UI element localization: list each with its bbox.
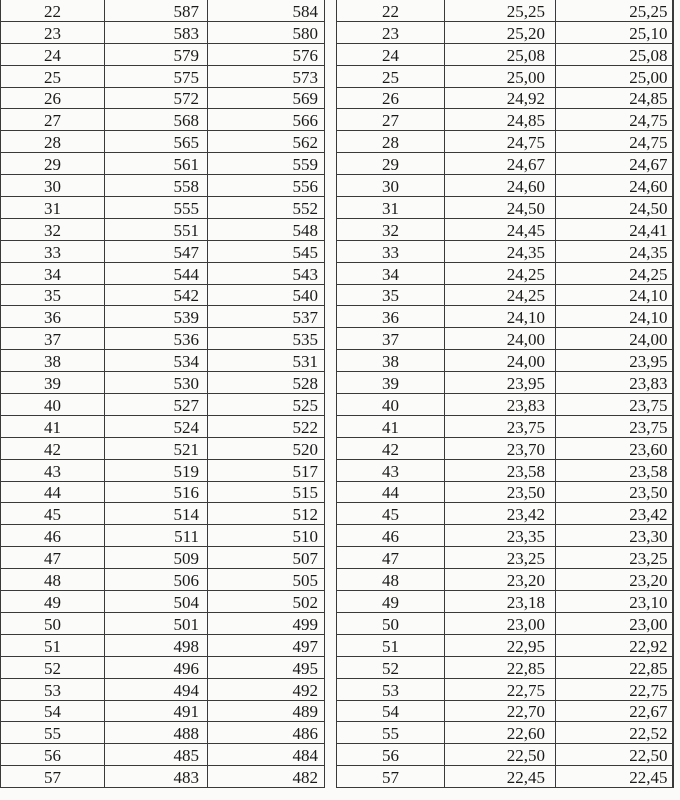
table-row bbox=[1, 131, 325, 153]
table-row bbox=[337, 65, 673, 87]
value-cell: 23,42 bbox=[445, 503, 556, 525]
table-row bbox=[1, 218, 325, 240]
table-row bbox=[1, 372, 325, 394]
table-row bbox=[337, 350, 673, 372]
value-cell: 23,50 bbox=[556, 481, 673, 503]
table-row bbox=[1, 153, 325, 175]
value-cell: 556 bbox=[208, 175, 325, 197]
table-row bbox=[337, 722, 673, 744]
row-index-cell: 54 bbox=[337, 700, 445, 722]
row-index-cell: 57 bbox=[1, 766, 105, 788]
table-row bbox=[1, 21, 325, 43]
value-cell: 24,60 bbox=[556, 175, 673, 197]
table-row bbox=[337, 21, 673, 43]
value-cell: 584 bbox=[208, 0, 325, 21]
row-index-cell: 47 bbox=[1, 547, 105, 569]
row-index-cell: 36 bbox=[1, 306, 105, 328]
row-index-cell: 43 bbox=[1, 459, 105, 481]
row-index-cell: 31 bbox=[337, 197, 445, 219]
value-cell: 494 bbox=[105, 678, 208, 700]
table-row bbox=[1, 766, 325, 788]
row-index-cell: 50 bbox=[337, 612, 445, 634]
table-row bbox=[337, 634, 673, 656]
value-cell: 568 bbox=[105, 109, 208, 131]
value-cell: 534 bbox=[105, 350, 208, 372]
row-index-cell: 42 bbox=[337, 437, 445, 459]
value-cell: 25,20 bbox=[445, 21, 556, 43]
row-index-cell: 40 bbox=[1, 394, 105, 416]
value-cell: 24,50 bbox=[556, 197, 673, 219]
value-cell: 519 bbox=[105, 459, 208, 481]
row-index-cell: 33 bbox=[337, 240, 445, 262]
value-cell: 587 bbox=[105, 0, 208, 21]
value-cell: 23,00 bbox=[556, 612, 673, 634]
value-cell: 24,00 bbox=[556, 328, 673, 350]
value-cell: 569 bbox=[208, 87, 325, 109]
value-cell: 583 bbox=[105, 21, 208, 43]
table-row bbox=[337, 218, 673, 240]
value-cell: 496 bbox=[105, 656, 208, 678]
value-cell: 580 bbox=[208, 21, 325, 43]
row-index-cell: 22 bbox=[1, 0, 105, 21]
value-cell: 530 bbox=[105, 372, 208, 394]
value-cell: 24,85 bbox=[556, 87, 673, 109]
value-cell: 495 bbox=[208, 656, 325, 678]
value-cell: 579 bbox=[105, 43, 208, 65]
value-cell: 24,10 bbox=[445, 306, 556, 328]
right-time-table bbox=[336, 0, 674, 788]
table-row bbox=[1, 328, 325, 350]
row-index-cell: 51 bbox=[337, 634, 445, 656]
row-index-cell: 55 bbox=[1, 722, 105, 744]
row-index-cell: 38 bbox=[337, 350, 445, 372]
table-row bbox=[337, 262, 673, 284]
value-cell: 572 bbox=[105, 87, 208, 109]
value-cell: 25,00 bbox=[445, 65, 556, 87]
row-index-cell: 53 bbox=[337, 678, 445, 700]
value-cell: 543 bbox=[208, 262, 325, 284]
value-cell: 537 bbox=[208, 306, 325, 328]
value-cell: 489 bbox=[208, 700, 325, 722]
table-row bbox=[1, 700, 325, 722]
row-index-cell: 38 bbox=[1, 350, 105, 372]
value-cell: 22,52 bbox=[556, 722, 673, 744]
value-cell: 24,75 bbox=[556, 109, 673, 131]
value-cell: 535 bbox=[208, 328, 325, 350]
table-row bbox=[1, 591, 325, 613]
row-index-cell: 49 bbox=[1, 591, 105, 613]
value-cell: 24,67 bbox=[445, 153, 556, 175]
row-index-cell: 23 bbox=[337, 21, 445, 43]
row-index-cell: 32 bbox=[1, 218, 105, 240]
table-row bbox=[1, 0, 325, 21]
table-row bbox=[1, 306, 325, 328]
value-cell: 527 bbox=[105, 394, 208, 416]
row-index-cell: 44 bbox=[1, 481, 105, 503]
table-row bbox=[337, 306, 673, 328]
table-row bbox=[1, 678, 325, 700]
value-cell: 514 bbox=[105, 503, 208, 525]
table-row bbox=[337, 459, 673, 481]
table-row bbox=[337, 284, 673, 306]
table-row bbox=[1, 437, 325, 459]
table-row bbox=[1, 65, 325, 87]
row-index-cell: 28 bbox=[337, 131, 445, 153]
table-row bbox=[337, 481, 673, 503]
value-cell: 576 bbox=[208, 43, 325, 65]
table-row bbox=[337, 503, 673, 525]
value-cell: 536 bbox=[105, 328, 208, 350]
value-cell: 515 bbox=[208, 481, 325, 503]
value-cell: 539 bbox=[105, 306, 208, 328]
row-index-cell: 28 bbox=[1, 131, 105, 153]
value-cell: 25,10 bbox=[556, 21, 673, 43]
value-cell: 23,18 bbox=[445, 591, 556, 613]
value-cell: 24,35 bbox=[445, 240, 556, 262]
value-cell: 24,41 bbox=[556, 218, 673, 240]
value-cell: 544 bbox=[105, 262, 208, 284]
table-row bbox=[1, 569, 325, 591]
row-index-cell: 44 bbox=[337, 481, 445, 503]
table-row bbox=[1, 547, 325, 569]
value-cell: 24,00 bbox=[445, 328, 556, 350]
value-cell: 22,95 bbox=[445, 634, 556, 656]
row-index-cell: 33 bbox=[1, 240, 105, 262]
row-index-cell: 50 bbox=[1, 612, 105, 634]
value-cell: 22,60 bbox=[445, 722, 556, 744]
value-cell: 565 bbox=[105, 131, 208, 153]
value-cell: 573 bbox=[208, 65, 325, 87]
value-cell: 545 bbox=[208, 240, 325, 262]
value-cell: 485 bbox=[105, 744, 208, 766]
value-cell: 25,08 bbox=[556, 43, 673, 65]
row-index-cell: 42 bbox=[1, 437, 105, 459]
row-index-cell: 32 bbox=[337, 218, 445, 240]
left-score-table bbox=[0, 0, 325, 788]
value-cell: 499 bbox=[208, 612, 325, 634]
table-row bbox=[337, 612, 673, 634]
row-index-cell: 43 bbox=[337, 459, 445, 481]
value-cell: 559 bbox=[208, 153, 325, 175]
value-cell: 506 bbox=[105, 569, 208, 591]
table-row bbox=[1, 262, 325, 284]
value-cell: 482 bbox=[208, 766, 325, 788]
value-cell: 24,00 bbox=[445, 350, 556, 372]
value-cell: 22,75 bbox=[445, 678, 556, 700]
row-index-cell: 52 bbox=[1, 656, 105, 678]
row-index-cell: 25 bbox=[337, 65, 445, 87]
row-index-cell: 34 bbox=[337, 262, 445, 284]
row-index-cell: 54 bbox=[1, 700, 105, 722]
table-row bbox=[337, 394, 673, 416]
table-row bbox=[1, 459, 325, 481]
value-cell: 24,92 bbox=[445, 87, 556, 109]
table-row bbox=[1, 722, 325, 744]
value-cell: 22,70 bbox=[445, 700, 556, 722]
table-row bbox=[1, 612, 325, 634]
table-row bbox=[1, 394, 325, 416]
right-table-body bbox=[337, 0, 673, 788]
table-row bbox=[1, 240, 325, 262]
value-cell: 566 bbox=[208, 109, 325, 131]
value-cell: 486 bbox=[208, 722, 325, 744]
table-row bbox=[1, 525, 325, 547]
value-cell: 540 bbox=[208, 284, 325, 306]
value-cell: 520 bbox=[208, 437, 325, 459]
row-index-cell: 45 bbox=[1, 503, 105, 525]
row-index-cell: 34 bbox=[1, 262, 105, 284]
row-index-cell: 41 bbox=[1, 415, 105, 437]
row-index-cell: 47 bbox=[337, 547, 445, 569]
value-cell: 25,25 bbox=[445, 0, 556, 21]
value-cell: 23,50 bbox=[445, 481, 556, 503]
value-cell: 23,20 bbox=[445, 569, 556, 591]
value-cell: 562 bbox=[208, 131, 325, 153]
value-cell: 24,75 bbox=[556, 131, 673, 153]
value-cell: 504 bbox=[105, 591, 208, 613]
value-cell: 561 bbox=[105, 153, 208, 175]
table-row bbox=[337, 43, 673, 65]
value-cell: 492 bbox=[208, 678, 325, 700]
value-cell: 524 bbox=[105, 415, 208, 437]
value-cell: 23,95 bbox=[556, 350, 673, 372]
row-index-cell: 26 bbox=[1, 87, 105, 109]
table-row bbox=[337, 0, 673, 21]
row-index-cell: 35 bbox=[337, 284, 445, 306]
value-cell: 24,85 bbox=[445, 109, 556, 131]
value-cell: 23,58 bbox=[445, 459, 556, 481]
table-row bbox=[337, 372, 673, 394]
row-index-cell: 51 bbox=[1, 634, 105, 656]
value-cell: 501 bbox=[105, 612, 208, 634]
table-row bbox=[1, 87, 325, 109]
row-index-cell: 35 bbox=[1, 284, 105, 306]
table-row bbox=[1, 656, 325, 678]
value-cell: 575 bbox=[105, 65, 208, 87]
row-index-cell: 46 bbox=[1, 525, 105, 547]
table-row bbox=[337, 591, 673, 613]
row-index-cell: 29 bbox=[337, 153, 445, 175]
row-index-cell: 23 bbox=[1, 21, 105, 43]
value-cell: 22,75 bbox=[556, 678, 673, 700]
table-row bbox=[1, 350, 325, 372]
row-index-cell: 52 bbox=[337, 656, 445, 678]
value-cell: 511 bbox=[105, 525, 208, 547]
table-row bbox=[337, 525, 673, 547]
value-cell: 542 bbox=[105, 284, 208, 306]
value-cell: 24,35 bbox=[556, 240, 673, 262]
value-cell: 507 bbox=[208, 547, 325, 569]
table-row bbox=[1, 503, 325, 525]
value-cell: 23,42 bbox=[556, 503, 673, 525]
value-cell: 23,00 bbox=[445, 612, 556, 634]
row-index-cell: 26 bbox=[337, 87, 445, 109]
value-cell: 23,20 bbox=[556, 569, 673, 591]
value-cell: 522 bbox=[208, 415, 325, 437]
value-cell: 512 bbox=[208, 503, 325, 525]
value-cell: 558 bbox=[105, 175, 208, 197]
row-index-cell: 37 bbox=[337, 328, 445, 350]
table-row bbox=[1, 744, 325, 766]
row-index-cell: 56 bbox=[337, 744, 445, 766]
table-row bbox=[1, 175, 325, 197]
table-row bbox=[337, 700, 673, 722]
value-cell: 23,95 bbox=[445, 372, 556, 394]
table-row bbox=[337, 328, 673, 350]
row-index-cell: 45 bbox=[337, 503, 445, 525]
value-cell: 23,83 bbox=[445, 394, 556, 416]
table-row bbox=[337, 656, 673, 678]
row-index-cell: 24 bbox=[337, 43, 445, 65]
value-cell: 497 bbox=[208, 634, 325, 656]
row-index-cell: 27 bbox=[337, 109, 445, 131]
row-index-cell: 22 bbox=[337, 0, 445, 21]
value-cell: 517 bbox=[208, 459, 325, 481]
value-cell: 23,25 bbox=[556, 547, 673, 569]
row-index-cell: 25 bbox=[1, 65, 105, 87]
table-row bbox=[337, 744, 673, 766]
value-cell: 24,75 bbox=[445, 131, 556, 153]
value-cell: 528 bbox=[208, 372, 325, 394]
value-cell: 24,45 bbox=[445, 218, 556, 240]
table-row bbox=[1, 43, 325, 65]
row-index-cell: 48 bbox=[337, 569, 445, 591]
value-cell: 23,83 bbox=[556, 372, 673, 394]
value-cell: 23,30 bbox=[556, 525, 673, 547]
value-cell: 548 bbox=[208, 218, 325, 240]
value-cell: 531 bbox=[208, 350, 325, 372]
table-row bbox=[1, 284, 325, 306]
row-index-cell: 48 bbox=[1, 569, 105, 591]
value-cell: 24,50 bbox=[445, 197, 556, 219]
row-index-cell: 37 bbox=[1, 328, 105, 350]
row-index-cell: 56 bbox=[1, 744, 105, 766]
value-cell: 488 bbox=[105, 722, 208, 744]
table-row bbox=[337, 437, 673, 459]
table-row bbox=[337, 197, 673, 219]
value-cell: 24,25 bbox=[556, 262, 673, 284]
value-cell: 22,50 bbox=[556, 744, 673, 766]
value-cell: 23,60 bbox=[556, 437, 673, 459]
value-cell: 491 bbox=[105, 700, 208, 722]
left-table-body bbox=[1, 0, 325, 788]
row-index-cell: 49 bbox=[337, 591, 445, 613]
table-row bbox=[337, 415, 673, 437]
row-index-cell: 55 bbox=[337, 722, 445, 744]
value-cell: 23,10 bbox=[556, 591, 673, 613]
row-index-cell: 40 bbox=[337, 394, 445, 416]
value-cell: 22,85 bbox=[556, 656, 673, 678]
row-index-cell: 57 bbox=[337, 766, 445, 788]
value-cell: 502 bbox=[208, 591, 325, 613]
value-cell: 23,70 bbox=[445, 437, 556, 459]
table-row bbox=[337, 678, 673, 700]
value-cell: 521 bbox=[105, 437, 208, 459]
row-index-cell: 31 bbox=[1, 197, 105, 219]
value-cell: 555 bbox=[105, 197, 208, 219]
value-cell: 23,75 bbox=[556, 415, 673, 437]
row-index-cell: 30 bbox=[1, 175, 105, 197]
value-cell: 509 bbox=[105, 547, 208, 569]
table-row bbox=[337, 569, 673, 591]
table-row bbox=[337, 153, 673, 175]
value-cell: 22,50 bbox=[445, 744, 556, 766]
value-cell: 525 bbox=[208, 394, 325, 416]
value-cell: 552 bbox=[208, 197, 325, 219]
value-cell: 505 bbox=[208, 569, 325, 591]
row-index-cell: 36 bbox=[337, 306, 445, 328]
value-cell: 25,08 bbox=[445, 43, 556, 65]
value-cell: 22,92 bbox=[556, 634, 673, 656]
value-cell: 547 bbox=[105, 240, 208, 262]
value-cell: 22,45 bbox=[556, 766, 673, 788]
row-index-cell: 29 bbox=[1, 153, 105, 175]
row-index-cell: 24 bbox=[1, 43, 105, 65]
table-row bbox=[1, 415, 325, 437]
table-row bbox=[1, 481, 325, 503]
row-index-cell: 46 bbox=[337, 525, 445, 547]
value-cell: 24,10 bbox=[556, 306, 673, 328]
value-cell: 24,60 bbox=[445, 175, 556, 197]
row-index-cell: 39 bbox=[1, 372, 105, 394]
table-row bbox=[337, 109, 673, 131]
table-row bbox=[1, 634, 325, 656]
value-cell: 23,35 bbox=[445, 525, 556, 547]
value-cell: 23,25 bbox=[445, 547, 556, 569]
table-row bbox=[1, 109, 325, 131]
value-cell: 25,00 bbox=[556, 65, 673, 87]
value-cell: 25,25 bbox=[556, 0, 673, 21]
value-cell: 24,25 bbox=[445, 284, 556, 306]
value-cell: 23,58 bbox=[556, 459, 673, 481]
value-cell: 498 bbox=[105, 634, 208, 656]
row-index-cell: 53 bbox=[1, 678, 105, 700]
table-row bbox=[1, 197, 325, 219]
table-row bbox=[337, 87, 673, 109]
value-cell: 23,75 bbox=[445, 415, 556, 437]
value-cell: 24,25 bbox=[445, 262, 556, 284]
value-cell: 516 bbox=[105, 481, 208, 503]
row-index-cell: 39 bbox=[337, 372, 445, 394]
row-index-cell: 27 bbox=[1, 109, 105, 131]
value-cell: 22,45 bbox=[445, 766, 556, 788]
value-cell: 22,67 bbox=[556, 700, 673, 722]
value-cell: 484 bbox=[208, 744, 325, 766]
value-cell: 24,67 bbox=[556, 153, 673, 175]
table-row bbox=[337, 131, 673, 153]
row-index-cell: 30 bbox=[337, 175, 445, 197]
table-row bbox=[337, 766, 673, 788]
value-cell: 551 bbox=[105, 218, 208, 240]
value-cell: 510 bbox=[208, 525, 325, 547]
table-row bbox=[337, 240, 673, 262]
value-cell: 24,10 bbox=[556, 284, 673, 306]
table-row bbox=[337, 175, 673, 197]
row-index-cell: 41 bbox=[337, 415, 445, 437]
value-cell: 22,85 bbox=[445, 656, 556, 678]
table-row bbox=[337, 547, 673, 569]
value-cell: 483 bbox=[105, 766, 208, 788]
value-cell: 23,75 bbox=[556, 394, 673, 416]
